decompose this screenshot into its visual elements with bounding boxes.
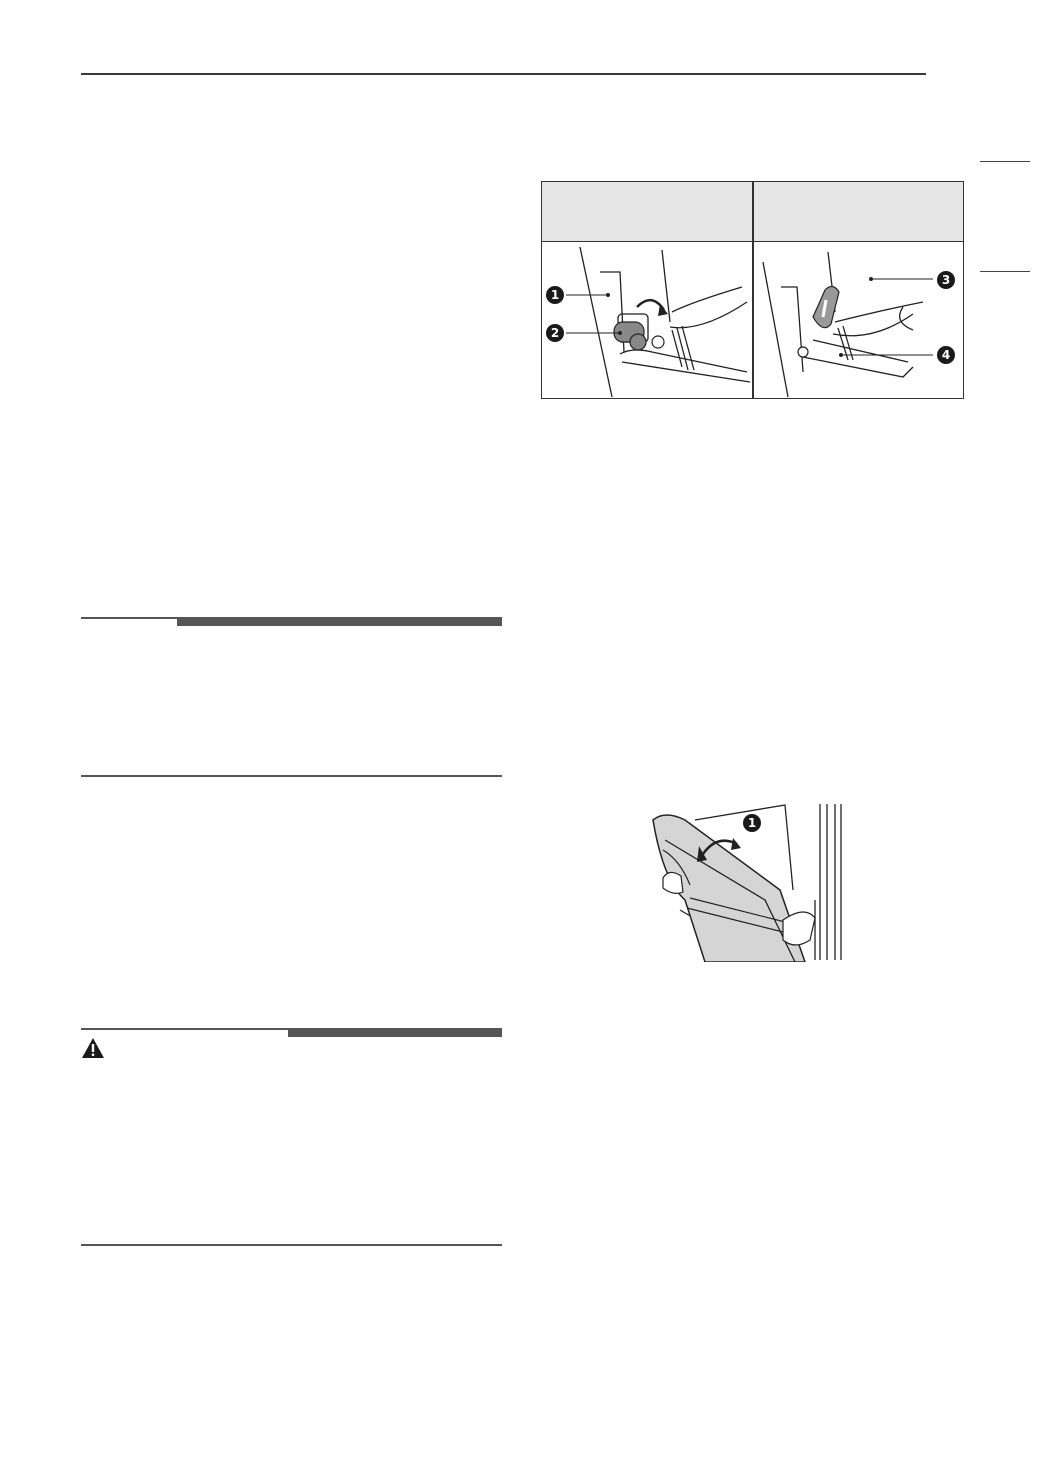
hinge-unlocked-illustration <box>753 242 963 398</box>
section-tab-bottom-line <box>980 271 1030 272</box>
hinge-locked-illustration <box>542 242 752 398</box>
figure-header-right <box>753 182 963 242</box>
note-box-header-bar <box>177 617 502 626</box>
hinge-figure-table <box>541 181 964 399</box>
warning-triangle-icon <box>81 1037 105 1059</box>
door-callout-1: 1 <box>743 814 761 832</box>
note-box-bottom-rule <box>81 775 502 777</box>
callout-1: 1 <box>546 286 564 304</box>
note-box-header-thin <box>81 617 177 619</box>
figure-header-left <box>542 182 752 242</box>
callout-2: 2 <box>546 324 564 342</box>
caution-box-header-thin <box>81 1028 288 1030</box>
section-tab-top-line <box>980 161 1030 162</box>
callout-4: 4 <box>937 346 955 364</box>
caution-box-header-bar <box>288 1028 502 1037</box>
page-top-rule <box>81 73 926 75</box>
callout-3: 3 <box>937 271 955 289</box>
caution-box-bottom-rule <box>81 1244 502 1246</box>
